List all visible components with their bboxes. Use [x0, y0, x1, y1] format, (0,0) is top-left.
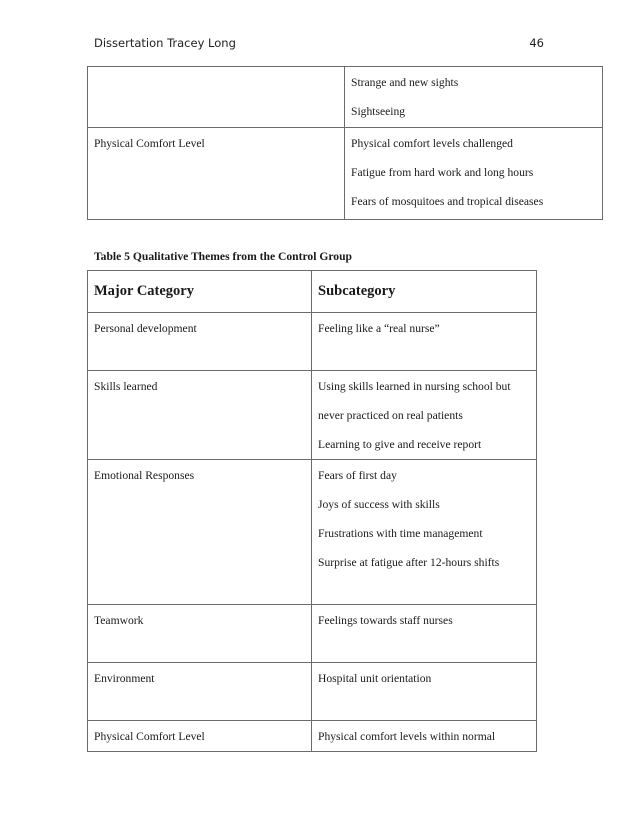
- subcategory-cell: [312, 605, 537, 663]
- table-row: [88, 663, 537, 721]
- subcategory-cell: [312, 371, 537, 460]
- subcategory-item: Physical comfort levels within normal: [318, 730, 496, 743]
- subcategory-item: Sightseeing: [351, 105, 406, 118]
- subcategory-cell: [345, 128, 603, 220]
- subcategory-item: Joys of success with skills: [318, 498, 440, 511]
- subcategory-item: Feelings towards staff nurses: [318, 614, 453, 627]
- subcategory-item: Surprise at fatigue after 12-hours shifts: [318, 556, 500, 569]
- category-cell: Physical Comfort Level: [88, 721, 312, 752]
- subcategory-item: Physical comfort levels challenged: [351, 137, 513, 150]
- continued-table: [87, 66, 603, 220]
- running-title: Dissertation Tracey Long: [94, 36, 236, 50]
- category-cell: Emotional Responses: [88, 460, 312, 605]
- table-row: [88, 67, 603, 128]
- category-cell: Skills learned: [88, 371, 312, 460]
- subcategory-cell: [312, 313, 537, 371]
- category-cell: Teamwork: [88, 605, 312, 663]
- subcategory-item: Learning to give and receive report: [318, 438, 482, 451]
- subcategory-item: Strange and new sights: [351, 76, 459, 89]
- subcategory-cell: [312, 460, 537, 605]
- table-row: [88, 128, 603, 220]
- category-cell: [88, 67, 345, 128]
- subcategory-item: Feeling like a “real nurse”: [318, 322, 440, 335]
- subcategory-item: Fatigue from hard work and long hours: [351, 166, 534, 179]
- themes-table: [87, 270, 537, 752]
- subcategory-item: Frustrations with time management: [318, 527, 483, 540]
- table-header-row: [88, 271, 537, 313]
- subcategory-cell: [345, 67, 603, 128]
- table-row: [88, 721, 537, 752]
- subcategory-item: never practiced on real patients: [318, 409, 463, 422]
- table-row: [88, 371, 537, 460]
- category-cell: Environment: [88, 663, 312, 721]
- subcategory-cell: [312, 721, 537, 752]
- column-header-major: Major Category: [88, 271, 312, 313]
- subcategory-item: Hospital unit orientation: [318, 672, 432, 685]
- category-cell: Personal development: [88, 313, 312, 371]
- subcategory-item: Fears of mosquitoes and tropical diseases: [351, 195, 544, 208]
- category-cell: Physical Comfort Level: [88, 128, 345, 220]
- page-number: 46: [529, 36, 544, 50]
- subcategory-item: Fears of first day: [318, 469, 397, 482]
- table-row: [88, 313, 537, 371]
- table-row: [88, 460, 537, 605]
- subcategory-item: Using skills learned in nursing school but: [318, 380, 511, 393]
- subcategory-cell: [312, 663, 537, 721]
- table-row: [88, 605, 537, 663]
- column-header-sub: Subcategory: [312, 271, 537, 313]
- table-caption: Table 5 Qualitative Themes from the Control Group: [94, 250, 352, 263]
